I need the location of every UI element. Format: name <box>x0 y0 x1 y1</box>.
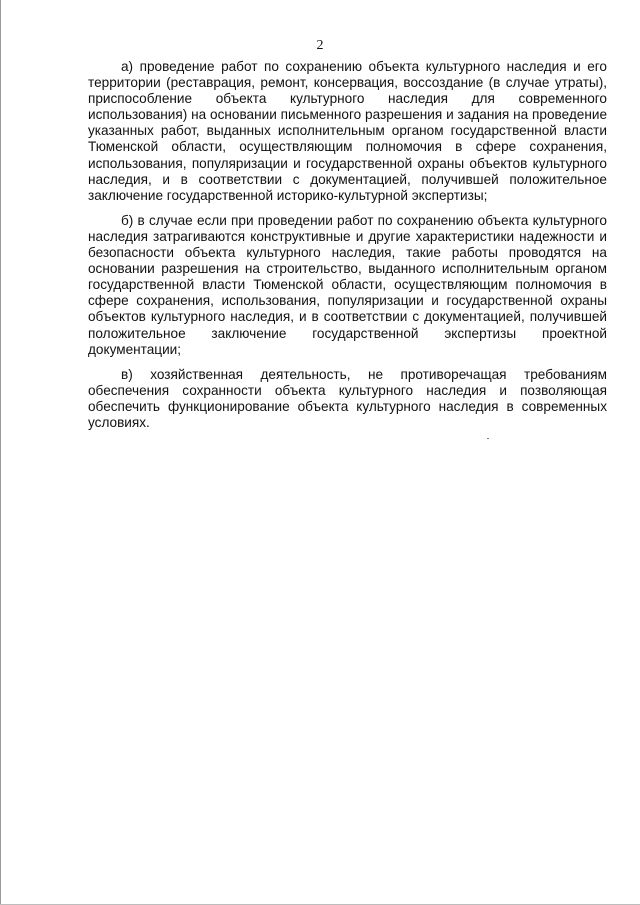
page-number: 2 <box>316 38 324 53</box>
paragraph-b: б) в случае если при проведении работ по сохранению объекта культурного наследия затрагиваются конструктивные и другие характеристики надежности и безопасности объекта культурного наследия, такие работы проводятся на основании разрешения на строительство, выданного исполнительным органом государственной власти Тюменской области, осуществляющим полномочия в сфере сохранения, использования, популяризации и государственной охраны объектов культурного наследия, и в соответствии с документацией, получившей положительное заключение государственной экспертизы проектной документации; <box>88 212 607 357</box>
paragraph-a: а) проведение работ по сохранению объекта культурного наследия и его территории (реставрация, ремонт, консервация, воссоздание (в случае утраты), приспособление объекта культурного наследия для современного использования) на основании письменного разрешения и задания на проведение указанных работ, выданных исполнительным органом государственной власти Тюменской области, осуществляющим полномочия в сфере сохранения, использования, популяризации и государственной охраны объектов культурного наследия, и в соответствии с документацией, получившей положительное заключение государственной историко-культурной экспертизы; <box>88 59 607 203</box>
scan-left-edge <box>0 0 1 905</box>
document-body <box>88 59 607 431</box>
paragraph-v: в) хозяйственная деятельность, не противоречащая требованиям обеспечения сохранности объекта культурного наследия и позволяющая обеспечить функционирование объекта культурного наследия в современных условиях. <box>88 366 607 430</box>
scan-speck <box>487 438 489 439</box>
